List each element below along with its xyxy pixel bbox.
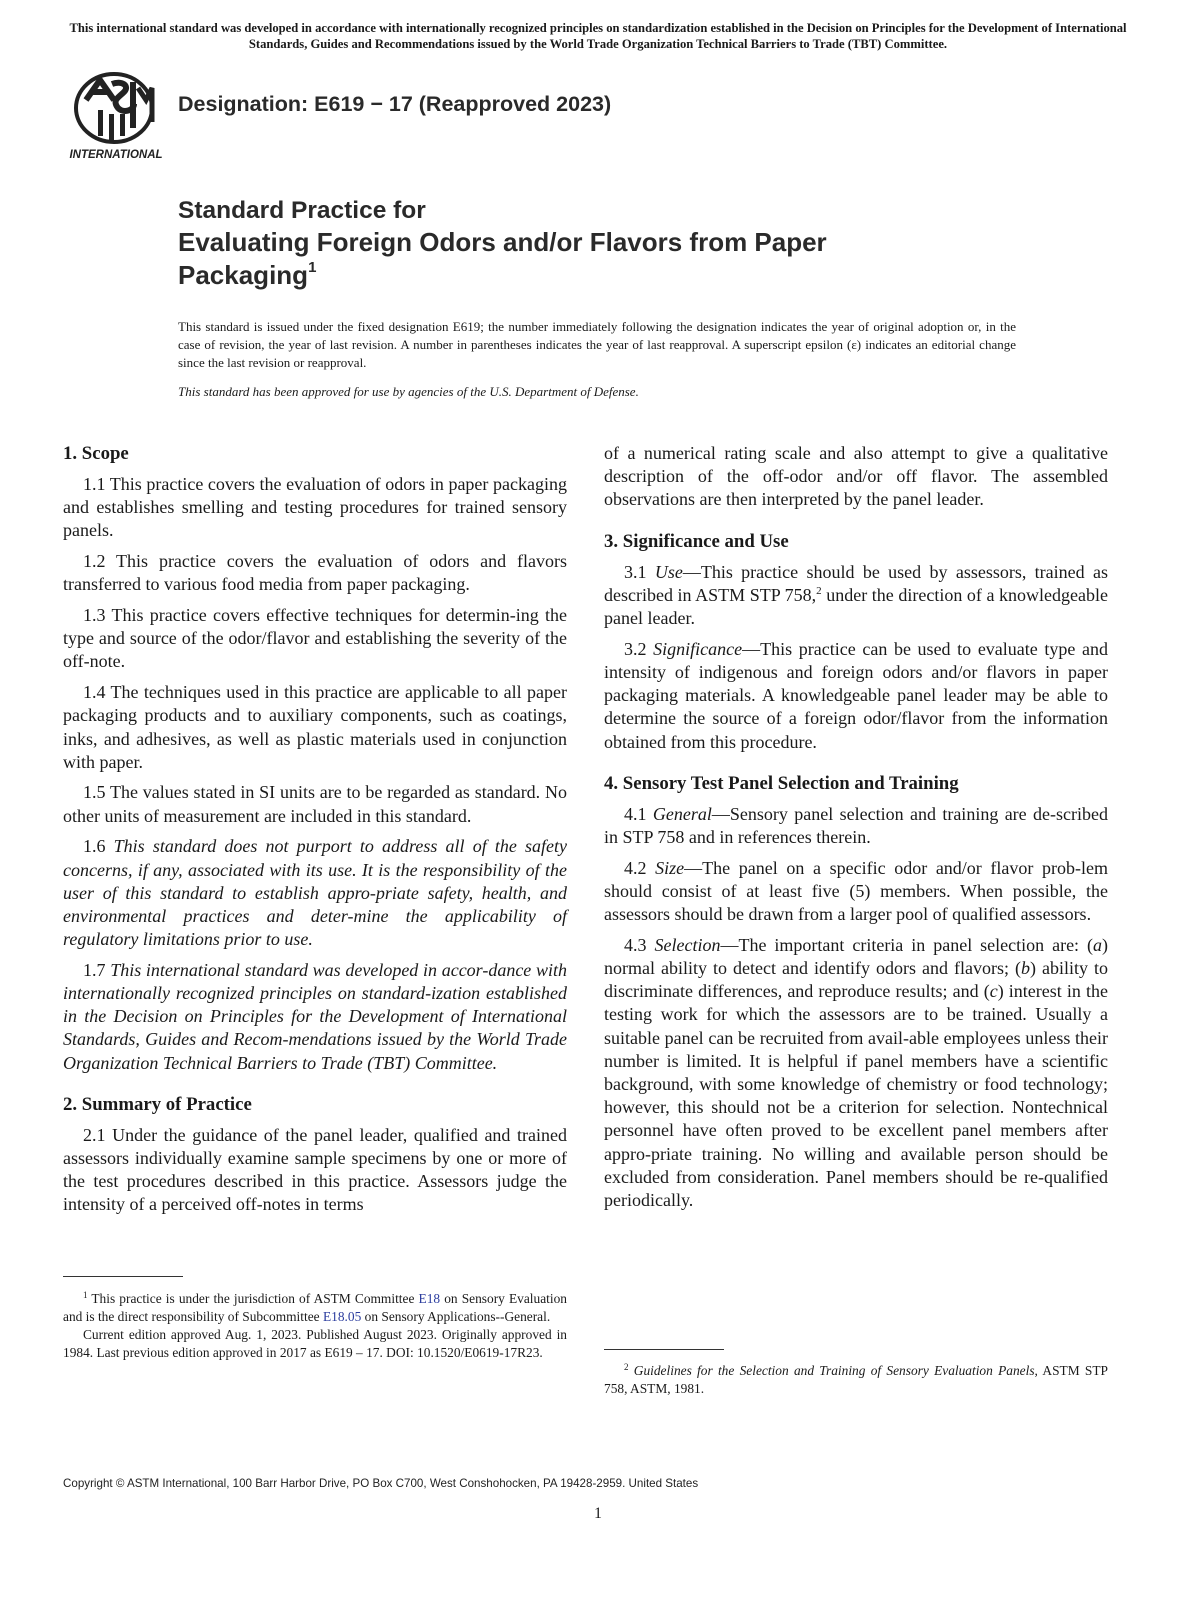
document-title: [178, 196, 1038, 292]
footnote-1: [63, 1290, 567, 1362]
issue-note: This standard is issued under the fixed designation E619; the number immediately following the designation indicates the year of original adoption or, in the case of revision, the year of last revision. A number in parentheses indicates the year of last reapproval. A superscript epsilon (ε) indicates an editorial change since the last revision or reapproval.: [178, 319, 1016, 370]
list-letter: b: [1020, 957, 1030, 978]
paragraph-text: ) interest in the testing work for which the assessors are to be trained. Usually a suitable panel can be recruited from avail-able employees unless their number is limited. It is helpful if panel members have a scientific background, with some knowledge of chemistry or food technology; however, this should not be a criterion for selection. Nontechnical personnel have often proved to be excellent panel members after appro-priate training. No willing and available person should be excluded from consideration. Panel members should be re-qualified periodically.: [604, 981, 1108, 1210]
footnote-2: [604, 1362, 1108, 1398]
section-heading: 4. Sensory Test Panel Selection and Training: [604, 772, 959, 794]
paragraph-number: 4.2: [624, 857, 656, 878]
paragraph: 2.1 Under the guidance of the panel leader, qualified and trained assessors individually examine sample specimens by one or more of the test procedures described in this practice. Assessors judge the intensity of a perceived off-notes in terms: [63, 1124, 567, 1215]
paragraph-number: 4.3: [624, 934, 655, 955]
footnote-text: This practice is under the jurisdiction of ASTM Committee: [87, 1291, 419, 1306]
footnote-paragraph: [63, 1290, 567, 1326]
paragraph: 1.4 The techniques used in this practice are applicable to all paper packaging products and to auxiliary components, such as coatings, inks, and adhesives, as well as plastic materials used in conjunction with paper.: [63, 682, 567, 772]
dod-approval-note: This standard has been approved for use by agencies of the U.S. Department of Defense.: [178, 384, 639, 399]
paragraph-italic-text: This standard does not purport to address all of the safety concerns, if any, associated with its use. It is the responsibility of the user of this standard to establish appro-priate safety, health, and environmental practices and deter-mine the applicability of regulatory limitations prior to use.: [63, 836, 568, 950]
paragraph: [604, 857, 1108, 927]
paragraph-text: —Sensory panel selection and training are de-scribed in STP 758 and in references therein.: [604, 803, 1109, 847]
reference-title: Guidelines for the Selection and Training of Sensory Evaluation Panels: [628, 1363, 1035, 1378]
title-footnote-ref: 1: [308, 259, 317, 276]
footnote-text: on Sensory Applications--General.: [361, 1309, 551, 1324]
term: Size: [655, 857, 685, 878]
section-heading: 1. Scope: [63, 443, 129, 464]
paragraph: [604, 803, 1108, 849]
footnote-marker: 2: [624, 1362, 629, 1372]
paragraph-number: 1.6: [83, 836, 114, 857]
standard-notice: This international standard was developed in accordance with internationally recognized principles on standardization established in the Decision on Principles for the Development of International Standards, Guides and Recommendations issued by the World Trade Organization Technical Barriers to Trade (TBT) Committee.: [69, 21, 1127, 51]
paragraph: [63, 835, 567, 951]
paragraph-text: under the direction of a knowledgeable panel leader.: [604, 584, 1108, 629]
paragraph: [604, 934, 1108, 1212]
paragraph-text: ) normal ability to detect and identify odors and flavors; (: [604, 934, 1109, 978]
paragraph: 1.2 This practice covers the evaluation of odors and flavors transferred to various food media from paper packaging.: [63, 551, 567, 595]
term: Use: [654, 561, 683, 582]
paragraph-number: 3.1: [624, 561, 655, 582]
footnote-marker: 1: [83, 1290, 88, 1300]
footnote-divider: [63, 1276, 183, 1277]
astm-logo: [64, 70, 168, 162]
footnote-paragraph: Current edition approved Aug. 1, 2023. Published August 2023. Originally approved in 1984. Last previous edition approved in 2017 as E619 – 17. DOI: 10.1520/E0619-17R23.: [63, 1327, 567, 1360]
paragraph-number: 3.2: [624, 638, 654, 659]
term: Selection: [654, 934, 721, 955]
committee-link[interactable]: E18: [418, 1291, 441, 1306]
paragraph: 1.5 The values stated in SI units are to be regarded as standard. No other units of measurement are included in this standard.: [63, 782, 567, 826]
paragraph-number: 4.1: [624, 803, 653, 824]
paragraph: [63, 959, 567, 1075]
logo-subtext: INTERNATIONAL: [69, 149, 163, 161]
title-line: [178, 259, 1038, 292]
paragraph-continuation: of a numerical rating scale and also attempt to give a qualitative description of the off-odor and/or off flavor. The assembled observations are then interpreted by the panel leader.: [604, 443, 1108, 510]
paragraph-text: —The panel on a specific odor and/or flavor prob-lem should consist of at least five (5) members. When possible, the assessors should be drawn from a larger pool of qualified assessors.: [604, 857, 1109, 925]
title-text: Packaging: [178, 260, 309, 290]
paragraph-number: 1.7: [83, 959, 111, 980]
section-heading: 2. Summary of Practice: [63, 1093, 252, 1115]
page-number: 1: [594, 1505, 602, 1522]
paragraph-text: —This practice should be used by assessors, trained as described in ASTM STP 758,: [604, 561, 1108, 605]
section-heading: 3. Significance and Use: [604, 530, 789, 552]
title-line: Evaluating Foreign Odors and/or Flavors from Paper: [178, 227, 827, 257]
footnote-ref: 2: [816, 584, 822, 597]
footnote-text: , ASTM STP 758, ASTM, 1981.: [604, 1363, 1108, 1396]
title-line: Standard Practice for: [178, 197, 426, 224]
footnote-divider: [604, 1349, 724, 1350]
term: General: [652, 803, 712, 824]
paragraph: [604, 561, 1108, 631]
paragraph-text: ) ability to discriminate differences, and reproduce results; and (: [604, 957, 1108, 1002]
paragraph: [604, 638, 1108, 754]
subcommittee-link[interactable]: E18.05: [322, 1309, 362, 1324]
paragraph-text: —The important criteria in panel selection are: (: [720, 934, 1094, 955]
term: Significance: [653, 638, 743, 659]
paragraph: 1.1 This practice covers the evaluation of odors in paper packaging and establishes smelling and testing procedures for trained sensory panels.: [63, 474, 567, 541]
list-letter: a: [1093, 934, 1103, 955]
footnote-text: on Sensory Evaluation and is the direct responsibility of Subcommittee: [63, 1291, 567, 1324]
paragraph-text: —This practice can be used to evaluate type and intensity of indigenous and foreign odors and/or flavors in paper packaging materials. A knowledgeable panel leader may be able to determine the source of a foreign odor/flavor from the information obtained from this procedure.: [604, 638, 1109, 752]
paragraph: 1.3 This practice covers effective techniques for determin-ing the type and source of the odor/flavor and establishing the severity of the off-note.: [63, 605, 567, 672]
left-column: [63, 442, 567, 1224]
designation: Designation: E619 − 17 (Reapproved 2023): [178, 92, 612, 116]
copyright: Copyright © ASTM International, 100 Barr Harbor Drive, PO Box C700, West Conshohocken, PA 19428-2959. United States: [63, 1477, 699, 1490]
footnote-paragraph: [604, 1362, 1108, 1398]
right-column: [604, 442, 1108, 1220]
list-letter: c: [989, 981, 998, 1002]
paragraph-italic-text: This international standard was developed in accor-dance with internationally recognized principles on standard-ization established in the Decision on Principles for the Development of International Standards, Guides and Recom-mendations issued by the World Trade Organization Technical Barriers to Trade (TBT) Committee.: [63, 959, 568, 1073]
